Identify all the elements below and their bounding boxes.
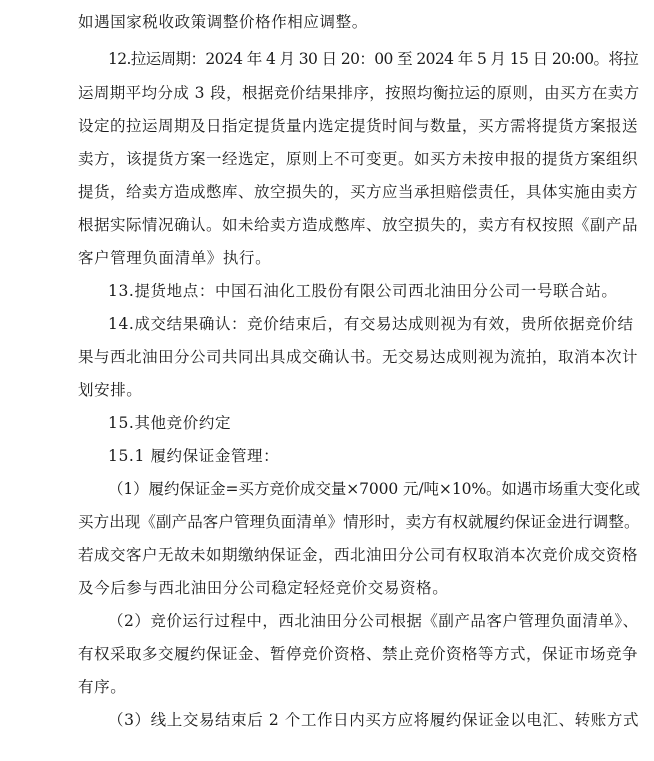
text-line: 根据实际情况确认。如未给卖方造成憋库、放空损失的，卖方有权按照《副产品 [78, 216, 639, 234]
item-2-bidding-process: （2）竞价运行过程中，西北油田分公司根据《副产品客户管理负面清单》、 [108, 612, 639, 630]
item-1-deposit: （1）履约保证金=买方竞价成交量×7000 元/吨×10%。如遇市场重大变化或 [108, 480, 640, 498]
clause-14-result-confirmation: 14.成交结果确认：竞价结束后，有交易达成则视为有效，贵所依据竞价结 [108, 315, 634, 333]
text-line: 运周期平均分成 3 段，根据竞价结果排序，按照均衡拉运的原则，由买方在卖方 [78, 84, 640, 102]
text-line: 设定的拉运周期及日指定提货量内选定提货时间与数量，买方需将提货方案报送 [78, 117, 639, 135]
text-line: 果与西北油田分公司共同出具成交确认书。无交易达成则视为流拍，取消本次计 [78, 348, 639, 366]
clause-13-pickup-location: 13.提货地点：中国石油化工股份有限公司西北油田分公司一号联合站。 [108, 282, 618, 300]
text-line: 买方出现《副产品客户管理负面清单》情形时，卖方有权就履约保证金进行调整。 [78, 513, 640, 531]
clause-12-pickup-period: 12.拉运周期：2024 年 4 月 30 日 20：00 至 2024 年 5 月 15 日 20:00。将拉 [108, 50, 639, 68]
text-line: 如遇国家税收政策调整价格作相应调整。 [78, 13, 368, 31]
section-15-heading: 15.其他竞价约定 [108, 414, 232, 432]
text-line: 若成交客户无故未如期缴纳保证金，西北油田分公司有权取消本次竞价成交资格 [78, 546, 639, 564]
text-line: 提货，给卖方造成憋库、放空损失的，买方应当承担赔偿责任，具体实施由卖方 [78, 183, 639, 201]
item-3-post-trade: （3）线上交易结束后 2 个工作日内买方应将履约保证金以电汇、转账方式 [108, 711, 640, 729]
text-line: 有序。 [78, 678, 127, 696]
text-line: 客户管理负面清单》执行。 [78, 249, 272, 267]
text-line: 及今后参与西北油田分公司稳定轻烃竞价交易资格。 [78, 579, 449, 597]
text-line: 有权采取多交履约保证金、暂停竞价资格、禁止竞价资格等方式，保证市场竞争 [78, 645, 639, 663]
section-15-1-heading: 15.1 履约保证金管理： [108, 447, 280, 465]
text-line: 卖方，该提货方案一经选定，原则上不可变更。如买方未按申报的提货方案组织 [78, 150, 639, 168]
text-line: 划安排。 [78, 381, 143, 399]
